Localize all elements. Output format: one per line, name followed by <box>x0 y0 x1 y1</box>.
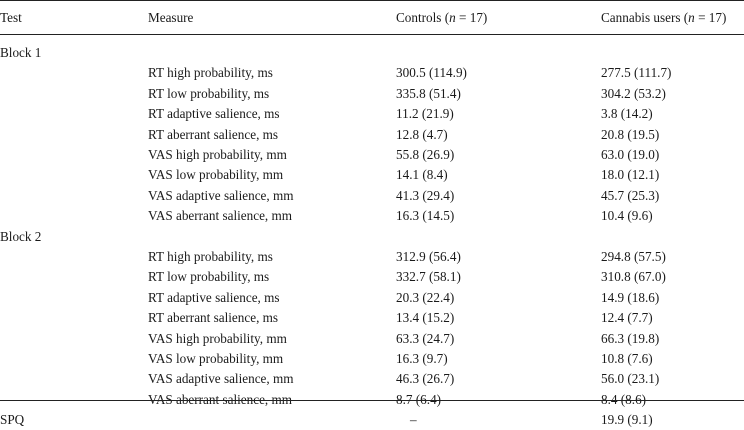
table-row <box>0 288 744 308</box>
cell-controls: 55.8 (26.9) <box>396 147 455 162</box>
cell-controls: 14.1 (8.4) <box>396 167 448 183</box>
cell-measure: VAS aberrant salience, mm <box>148 208 293 224</box>
cell-test: Block 2 <box>0 228 42 244</box>
cell-measure: VAS high probability, mm <box>148 147 287 162</box>
cell-measure: VAS low probability, mm <box>148 351 284 366</box>
cell-measure: VAS high probability, mm <box>148 330 287 346</box>
cell-test: SPQ <box>0 412 25 428</box>
cell-controls: 11.2 (21.9) <box>396 106 454 122</box>
table-row <box>0 329 744 349</box>
table-row <box>0 84 744 104</box>
cell-measure: RT high probability, ms <box>148 249 273 264</box>
cell-controls: – <box>410 412 417 428</box>
cell-controls: 332.7 (58.1) <box>396 269 461 285</box>
cell-cannabis-users: 10.4 (9.6) <box>601 208 653 224</box>
cell-cannabis-users: 14.9 (18.6) <box>601 289 660 305</box>
cell-controls: 41.3 (29.4) <box>396 187 455 203</box>
header-test: Test <box>0 10 22 25</box>
cell-measure: VAS adaptive salience, mm <box>148 371 294 387</box>
header-measure: Measure <box>148 10 194 25</box>
top-rule <box>0 0 744 1</box>
cell-cannabis-users: 20.8 (19.5) <box>601 126 660 142</box>
table-row <box>0 43 744 63</box>
table-row <box>0 125 744 145</box>
cell-measure: RT aberrant salience, ms <box>148 310 279 326</box>
table-row <box>0 308 744 328</box>
cell-controls: 335.8 (51.4) <box>396 85 461 101</box>
table-row <box>0 267 744 287</box>
table-row <box>0 186 744 206</box>
cell-measure: RT low probability, ms <box>148 269 270 285</box>
cell-controls: 16.3 (9.7) <box>396 351 448 366</box>
cell-controls: 312.9 (56.4) <box>396 249 461 264</box>
bottom-rule <box>0 400 744 401</box>
table-row <box>0 145 744 165</box>
cell-measure: RT adaptive salience, ms <box>148 106 280 122</box>
cell-cannabis-users: 19.9 (9.1) <box>601 412 653 428</box>
cell-cannabis-users: 18.0 (12.1) <box>601 167 660 183</box>
table-row <box>0 165 744 185</box>
cell-controls: 300.5 (114.9) <box>396 65 467 81</box>
cell-cannabis-users: 3.8 (14.2) <box>601 106 653 122</box>
table-row <box>0 369 744 389</box>
table-row <box>0 104 744 124</box>
cell-measure: VAS adaptive salience, mm <box>148 187 294 203</box>
cell-cannabis-users: 310.8 (67.0) <box>601 269 666 285</box>
table-header <box>0 8 744 28</box>
cell-controls: 13.4 (15.2) <box>396 310 455 326</box>
header-rule <box>0 34 744 35</box>
table-row <box>0 410 744 430</box>
cell-controls: 63.3 (24.7) <box>396 330 455 346</box>
header-controls: Controls (n = 17) <box>396 10 488 25</box>
cell-cannabis-users: 66.3 (19.8) <box>601 330 660 346</box>
header-cannabis-users: Cannabis users (n = 17) <box>601 10 727 25</box>
cell-cannabis-users: 56.0 (23.1) <box>601 371 660 387</box>
cell-measure: RT high probability, ms <box>148 65 273 81</box>
cell-cannabis-users: 10.8 (7.6) <box>601 351 653 366</box>
cell-cannabis-users: 294.8 (57.5) <box>601 249 666 264</box>
cell-measure: RT aberrant salience, ms <box>148 126 279 142</box>
cell-cannabis-users: 63.0 (19.0) <box>601 147 660 162</box>
cell-measure: RT adaptive salience, ms <box>148 289 280 305</box>
cell-cannabis-users: 12.4 (7.7) <box>601 310 653 326</box>
cell-controls: 12.8 (4.7) <box>396 126 448 142</box>
cell-test: Block 1 <box>0 45 42 60</box>
cell-cannabis-users: 277.5 (111.7) <box>601 65 672 81</box>
cell-measure: VAS low probability, mm <box>148 167 284 183</box>
table-row <box>0 206 744 226</box>
cell-controls: 20.3 (22.4) <box>396 289 455 305</box>
table-row <box>0 247 744 267</box>
cell-cannabis-users: 304.2 (53.2) <box>601 85 666 101</box>
cell-cannabis-users: 45.7 (25.3) <box>601 187 660 203</box>
cell-controls: 46.3 (26.7) <box>396 371 455 387</box>
table-row <box>0 349 744 369</box>
table-row <box>0 63 744 83</box>
cell-measure: RT low probability, ms <box>148 85 270 101</box>
table-row <box>0 227 744 247</box>
cell-controls: 16.3 (14.5) <box>396 208 455 224</box>
